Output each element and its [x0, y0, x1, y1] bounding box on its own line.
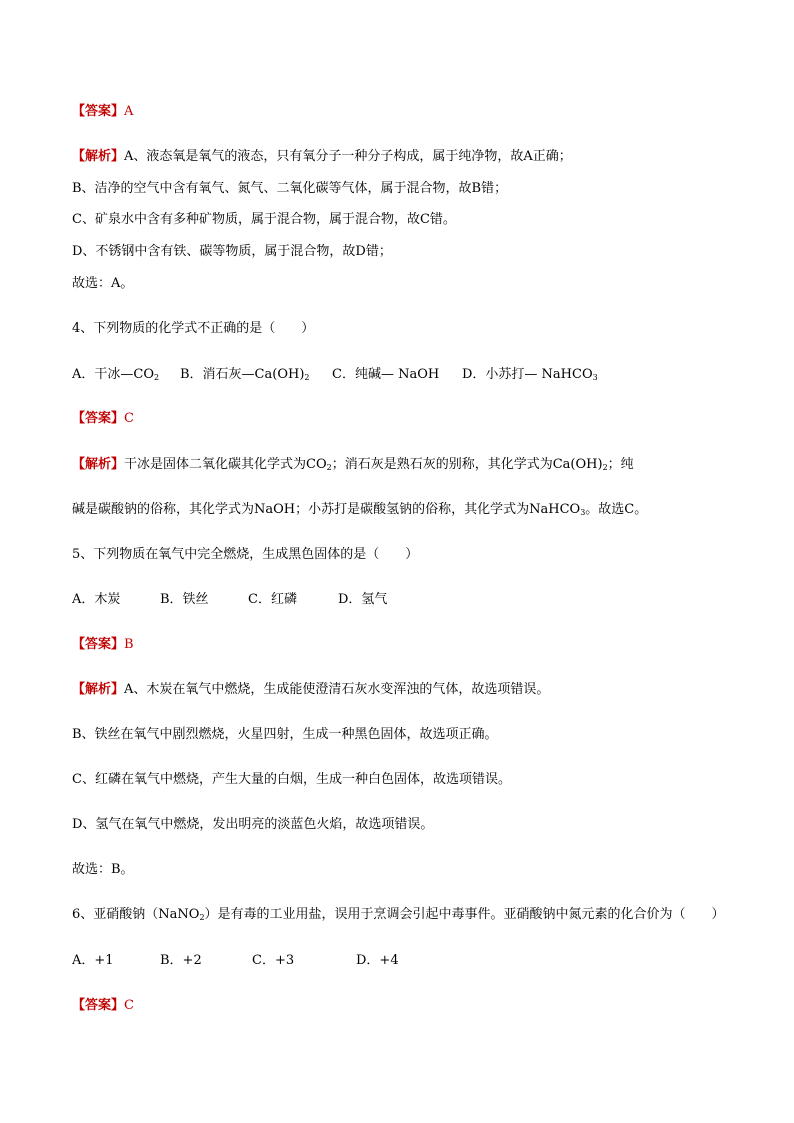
q5-option-b: B．铁丝 [160, 592, 209, 607]
q5-analysis-line-2: B、铁丝在氧气中剧烈燃烧，火星四射，生成一种黑色固体，故选项正确。 [72, 727, 498, 742]
q6-option-c: C．+3 [252, 953, 295, 968]
analysis-text: A、木炭在氧气中燃烧，生成能使澄清石灰水变浑浊的气体，故选项错误。 [124, 682, 550, 697]
q6-option-a: A．+1 [72, 953, 114, 968]
q4-options [72, 366, 598, 387]
answer-tag: 【答案】 [72, 637, 125, 652]
q5-option-a: A．木炭 [72, 592, 121, 607]
q3-analysis-line-4: D、不锈钢中含有铁、碳等物质，属于混合物，故D错； [72, 244, 392, 259]
q6-option-d: D．+4 [356, 953, 399, 968]
q6-options [72, 952, 399, 970]
q5-analysis-line-4: D、氢气在氧气中燃烧，发出明亮的淡蓝色火焰，故选项错误。 [72, 817, 434, 832]
q4-option-b: B．消石灰$—Ca(OH)_2$ [180, 367, 310, 382]
q3-answer-line [72, 103, 133, 121]
q6-answer-line [72, 997, 134, 1015]
q5-analysis-line-3: C、红磷在氧气中燃烧，产生大量的白烟，生成一种白色固体，故选项错误。 [72, 772, 511, 787]
q4-option-a: A．干冰$—CO_2$ [72, 367, 160, 382]
q3-analysis-line-2: B、洁净的空气中含有氧气、氮气、二氧化碳等气体，属于混合物，故B错； [72, 181, 508, 196]
q6-question: 6、亚硝酸钠（NaNO$_2$）是有毒的工业用盐，误用于烹调会引起中毒事件。亚硝酸钠中氮元素的化合价为（ ） [72, 907, 725, 922]
q5-answer-line [72, 636, 134, 654]
answer-tag: 【答案】 [72, 411, 125, 426]
q5-option-d: D．氢气 [338, 592, 388, 607]
q3-analysis-line-3: C、矿泉水中含有多种矿物质，属于混合物，属于混合物，故C错。 [72, 212, 456, 227]
answer-value: C [124, 998, 134, 1013]
q3-conclusion: 故选：A。 [72, 276, 134, 291]
q5-question: 5、下列物质在氧气中完全燃烧，生成黑色固体的是（ ） [72, 547, 419, 562]
analysis-tag: 【解析】 [72, 457, 125, 472]
q5-analysis-line-1 [72, 681, 549, 699]
answer-tag: 【答案】 [72, 104, 125, 119]
q6-option-b: B．+2 [160, 953, 202, 968]
answer-value: A [124, 104, 134, 119]
analysis-text: A、液态氧是氧气的液态，只有氧分子一种分子构成，属于纯净物，故A正确； [124, 149, 572, 164]
q4-question: 4、下列物质的化学式不正确的是（ ） [72, 321, 315, 336]
answer-tag: 【答案】 [72, 998, 125, 1013]
analysis-tag: 【解析】 [72, 149, 125, 164]
q5-options [72, 591, 387, 609]
q4-option-d: D．小苏打— NaHCO$_3$ [462, 367, 598, 382]
q5-option-c: C．红磷 [248, 592, 297, 607]
q3-analysis-line-1 [72, 148, 572, 166]
q4-analysis-line-1: 【解析】干冰是固体二氧化碳其化学式为$CO_2$；消石灰是熟石灰的别称，其化学式为$Ca(OH)_2$；纯 [72, 457, 634, 472]
q4-answer-line [72, 410, 134, 428]
analysis-tag: 【解析】 [72, 682, 125, 697]
q4-analysis-line-2: 碱是碳酸钠的俗称，其化学式为NaOH；小苏打是碳酸氢钠的俗称，其化学式为NaHCO$_3$。故选C。 [72, 502, 648, 517]
q4-option-c: C．纯碱— NaOH [332, 367, 440, 382]
answer-value: B [124, 637, 134, 652]
q5-conclusion: 故选：B。 [72, 862, 134, 877]
answer-value: C [124, 411, 134, 426]
